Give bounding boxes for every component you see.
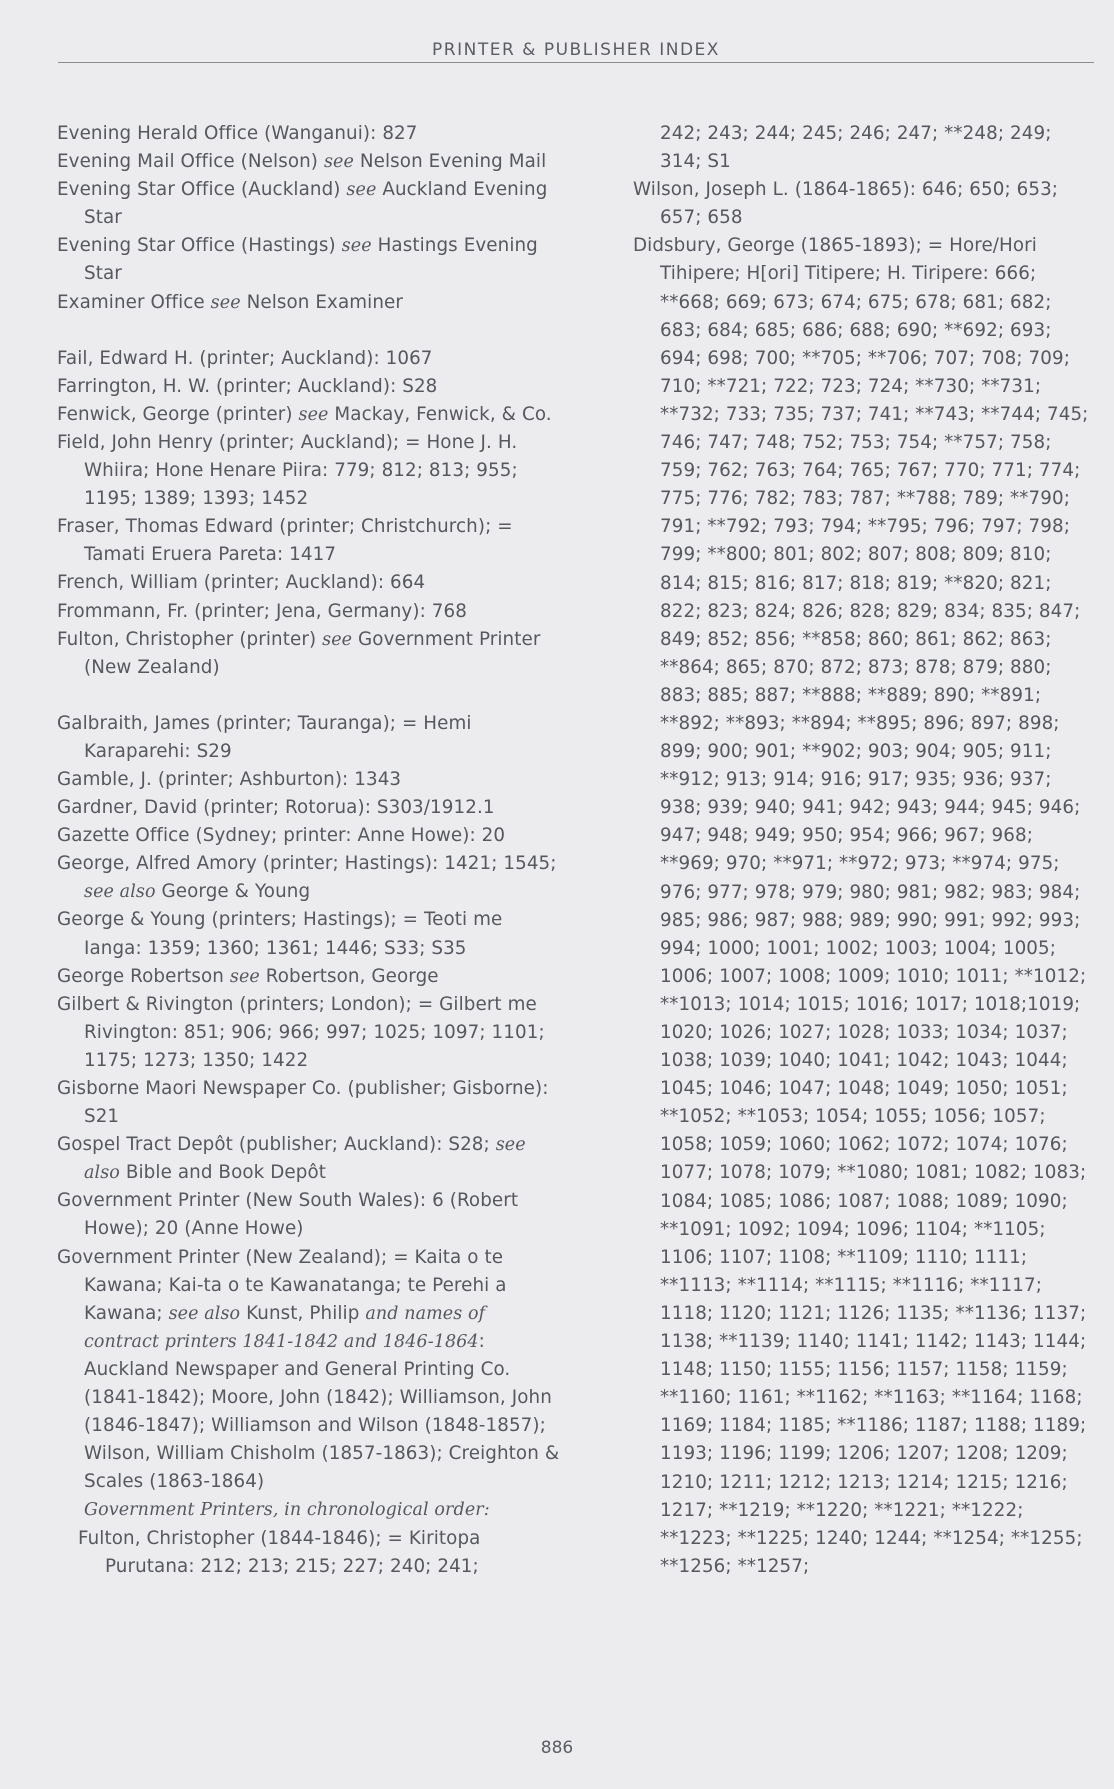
left-column — [57, 120, 562, 1581]
entry-text: : Auckland Newspaper and General Printing Co. (1841-1842); Moore, John (1842); Williamson, John (1846-1847); Williamson and Wilson (1848-1857); Wilson, William Chisholm (1857-1863); Creighton & Scales (1863-1864) — [84, 1330, 560, 1493]
cross-reference-marker: see — [341, 236, 372, 257]
cross-reference-marker: see also — [168, 1303, 241, 1324]
cross-reference-marker: see — [323, 152, 354, 173]
cross-reference-marker: see also — [84, 882, 156, 903]
index-entry — [57, 1131, 562, 1187]
index-entry — [57, 991, 562, 1075]
index-entry — [57, 1496, 562, 1524]
entry-text: Gospel Tract Depôt (publisher; Auckland): S28; — [57, 1134, 496, 1156]
index-entry — [57, 513, 562, 569]
entry-text: Nelson Evening Mail — [353, 151, 547, 173]
entry-text: Nelson Examiner — [240, 291, 404, 313]
index-entry — [57, 401, 562, 429]
entry-text: Evening Herald Office (Wanganui): 827 — [57, 123, 418, 144]
entry-text: Government Printer (New Zealand) — [84, 628, 541, 678]
entry-text: Fenwick, George (printer) — [57, 403, 299, 425]
entry-text: Fraser, Thomas Edward (printer; Christchurch); = Tamati Eruera Pareta: 1417 — [57, 516, 513, 566]
index-entry — [57, 963, 562, 991]
entry-text: Frommann, Fr. (printer; Jena, Germany): 768 — [57, 600, 467, 622]
index-entry — [57, 289, 562, 317]
index-entry — [57, 569, 562, 597]
index-entry — [57, 1525, 562, 1581]
index-entry — [57, 373, 562, 401]
index-entry — [57, 598, 562, 626]
index-entry — [57, 120, 562, 148]
cross-reference-marker: see — [210, 292, 241, 313]
index-entry — [57, 626, 562, 682]
cross-reference-marker: see — [229, 966, 260, 987]
index-entry — [57, 429, 562, 513]
entry-text: Auckland Evening Star — [84, 179, 548, 229]
entry-text: French, William (printer; Auckland): 664 — [57, 572, 426, 594]
entry-text: Gisborne Maori Newspaper Co. (publisher; Gisborne): S21 — [57, 1078, 549, 1128]
entry-text: Gardner, David (printer; Rotorua): S303/1912.1 — [57, 797, 495, 819]
entry-text: Fulton, Christopher (printer) — [57, 628, 323, 650]
index-entry — [633, 232, 1093, 1581]
index-entry — [57, 822, 562, 850]
section-gap — [57, 317, 562, 345]
section-gap — [57, 682, 562, 710]
cross-reference-marker: see — [322, 629, 353, 650]
entry-text: Mackay, Fenwick, & Co. — [328, 403, 552, 425]
entry-italic-text: and names of contract printers 1841-1842 and 1846-1864 — [84, 1303, 486, 1352]
entry-text: Didsbury, George (1865-1893); = Hore/Hori Tihipere; H[ori] Titipere; H. Tiripere: 666; **668; 669; 673; 674; 675; 678; 681; 682; 683; 684; 685; 686; 688; 690; **692; 693; 694; 698; 700; **705; **706; 707; 708; 709; 710; **721; 722; 723; 724; **730; **731; **732; 733; 735; 737; 741; **743; **744; 745; 746; 747; 748; 752; 753; 754; **757; 758; 759; 762; 763; 764; 765; 767; 770; 771; 774; 775; 776; 782; 783; 787; **788; 789; **790; 791; **792; 793; 794; **795; 796; 797; 798; 799; **800; 801; 802; 807; 808; 809; 810; 814; 815; 816; 817; 818; 819; **820; 821; 822; 823; 824; 826; 828; 829; 834; 835; 847; 849; 852; 856; **858; 860; 861; 862; 863; **864; 865; 870; 872; 873; 878; 879; 880; 883; 885; 887; **888; **889; 890; **891; **892; **893; **894; **895; 896; 897; 898; 899; 900; 901; **902; 903; 904; 905; 911; **912; 913; 914; 916; 917; 935; 936; 937; 938; 939; 940; 941; 942; 943; 944; 945; 946; 947; 948; 949; 950; 954; 966; 967; 968; **969; 970; **971; **972; 973; **974; 975; 976; 977; 978; 979; 980; 981; 982; 983; 984; 985; 986; 987; 988; 989; 990; 991; 992; 993; 994; 1000; 1001; 1002; 1003; 1004; 1005; 1006; 1007; 1008; 1009; 1010; 1011; **1012; **1013; 1014; 1015; 1016; 1017; 1018;1019; 1020; 1026; 1027; 1028; 1033; 1034; 1037; 1038; 1039; 1040; 1041; 1042; 1043; 1044; 1045; 1046; 1047; 1048; 1049; 1050; 1051; **1052; **1053; 1054; 1055; 1056; 1057; 1058; 1059; 1060; 1062; 1072; 1074; 1076; 1077; 1078; 1079; **1080; 1081; 1082; 1083; 1084; 1085; 1086; 1087; 1088; 1089; 1090; **1091; 1092; 1094; 1096; 1104; **1105; 1106; 1107; 1108; **1109; 1110; 1111; **1113; **1114; **1115; **1116; **1117; 1118; 1120; 1121; 1126; 1135; **1136; 1137; 1138; **1139; 1140; 1141; 1142; 1143; 1144; 1148; 1150; 1155; 1156; 1157; 1158; 1159; **1160; 1161; **1162; **1163; **1164; 1168; 1169; 1184; 1185; **1186; 1187; 1188; 1189; 1193; 1196; 1199; 1206; 1207; 1208; 1209; 1210; 1211; 1212; 1213; 1214; 1215; 1216; 1217; **1219; **1220; **1221; **1222; **1223; **1225; 1240; 1244; **1254; **1255; **1256; **1257; — [633, 235, 1089, 1577]
entry-subentry-text: Fulton, Christopher (1844-1846); = Kiritopa Purutana: 212; 213; 215; 227; 240; 241; — [78, 1527, 481, 1577]
entry-text: Gilbert & Rivington (printers; London); = Gilbert me Rivington: 851; 906; 966; 997; 1025; 1097; 1101; 1175; 1273; 1350; 1422 — [57, 993, 545, 1071]
entry-subheading: Government Printers, in chronological order: — [84, 1500, 490, 1521]
entry-text: George & Young (printers; Hastings); = Teoti me Ianga: 1359; 1360; 1361; 1446; S33; S35 — [57, 909, 503, 959]
page-number: 886 — [540, 1738, 574, 1758]
entry-text: Robertson, George — [259, 965, 439, 987]
entry-text: Field, John Henry (printer; Auckland); = Hone J. H. Whiira; Hone Henare Piira: 779; 812; 813; 955; 1195; 1389; 1393; 1452 — [57, 431, 518, 510]
entry-text: George & Young — [155, 881, 311, 903]
index-entry — [633, 120, 1093, 176]
entry-text: Farrington, H. W. (printer; Auckland): S28 — [57, 375, 438, 397]
index-entry — [57, 232, 562, 288]
index-entry — [633, 176, 1093, 232]
entry-text: Examiner Office — [57, 291, 211, 313]
entry-text: Government Printer (New South Wales): 6 (Robert Howe); 20 (Anne Howe) — [57, 1190, 519, 1240]
entry-text: George Robertson — [57, 965, 230, 987]
entry-text: George, Alfred Amory (printer; Hastings): 1421; 1545; — [57, 853, 557, 875]
index-entry — [57, 1075, 562, 1131]
cross-reference-marker: see — [298, 404, 329, 425]
entry-text: Evening Star Office (Hastings) — [57, 235, 342, 257]
header-rule — [58, 62, 1094, 63]
entry-text: Galbraith, James (printer; Tauranga); = Hemi Karaparehi: S29 — [57, 712, 472, 762]
index-entry — [57, 148, 562, 176]
cross-reference-marker: see also — [84, 1135, 526, 1184]
entry-text: Gamble, J. (printer; Ashburton): 1343 — [57, 768, 402, 790]
entry-text: Bible and Book Depôt — [119, 1162, 327, 1184]
entry-text: Evening Mail Office (Nelson) — [57, 151, 324, 173]
entry-continuation-text: 242; 243; 244; 245; 246; 247; **248; 249; 314; S1 — [660, 123, 1052, 173]
index-entry — [57, 176, 562, 232]
index-entry — [57, 1187, 562, 1243]
entry-text: Hastings Evening Star — [84, 235, 538, 285]
cross-reference-marker: see — [346, 180, 377, 201]
right-column — [633, 120, 1093, 1581]
index-entry — [57, 850, 562, 906]
page-header: PRINTER & PUBLISHER INDEX — [432, 40, 720, 60]
entry-text: Government Printer (New Zealand); = Kaita o te Kawana; Kai-ta o te Kawanatanga; te Perehi a Kawana; — [57, 1246, 507, 1324]
index-entry — [57, 906, 562, 962]
index-entry — [57, 794, 562, 822]
index-entry — [57, 345, 562, 373]
entry-text: Wilson, Joseph L. (1864-1865): 646; 650; 653; 657; 658 — [633, 179, 1059, 229]
index-entry — [57, 766, 562, 794]
index-entry — [57, 1244, 562, 1497]
entry-text: Kunst, Philip — [240, 1302, 366, 1324]
entry-text: Gazette Office (Sydney; printer: Anne Howe): 20 — [57, 825, 506, 847]
entry-text: Fail, Edward H. (printer; Auckland): 1067 — [57, 347, 433, 369]
entry-text: Evening Star Office (Auckland) — [57, 179, 347, 201]
index-entry — [57, 710, 562, 766]
